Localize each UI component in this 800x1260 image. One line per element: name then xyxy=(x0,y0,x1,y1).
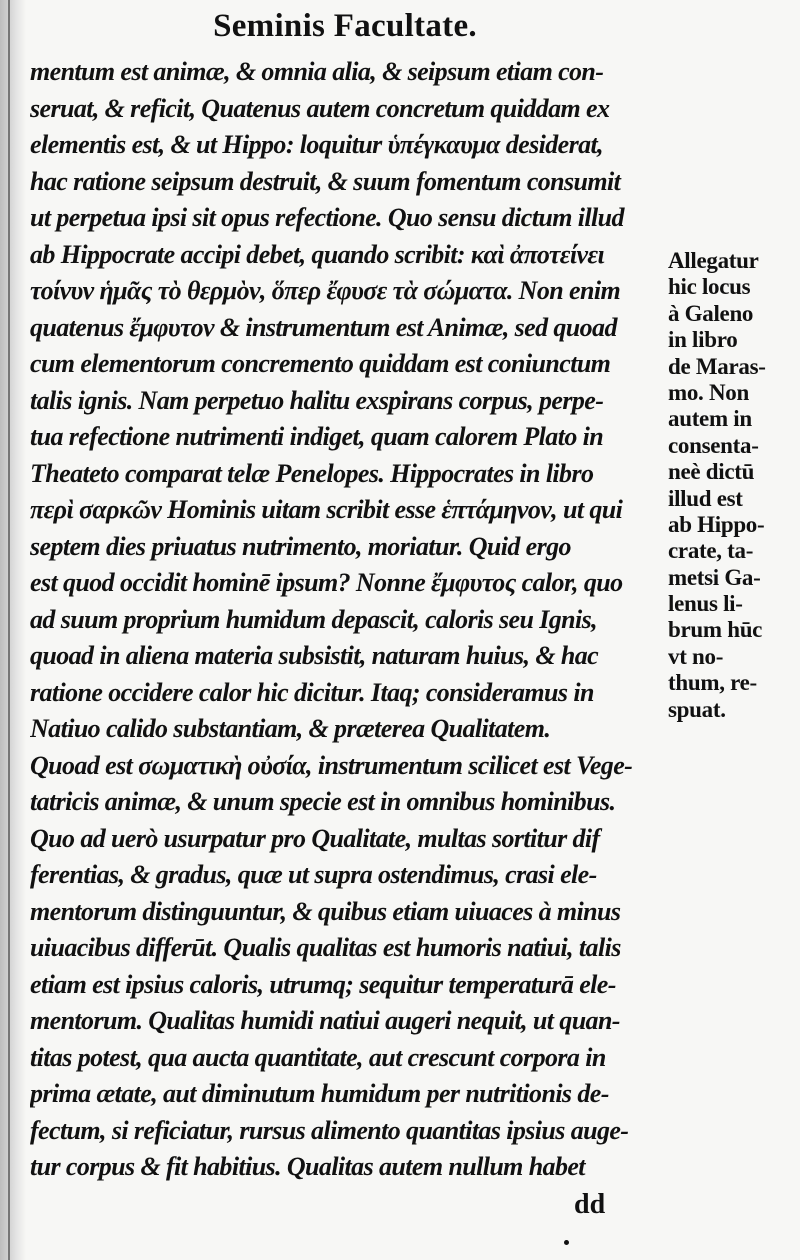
text-line: quatenus ἔμφυτον & instrumentum est Animæ, sed quoad xyxy=(30,312,617,342)
text-line: tur corpus & fit habitius. Qualitas autem nullum habet xyxy=(30,1152,585,1181)
running-head: Seminis Facultate. xyxy=(213,8,477,44)
margin-note-line: hic locus xyxy=(668,274,751,300)
text-line: prima ætate, aut diminutum humidum per nutritionis de- xyxy=(30,1079,609,1108)
text-line: fectum, si reficiatur, rursus alimento quantitas ipsius auge- xyxy=(30,1115,629,1145)
text-line: hac ratione seipsum destruit, & suum fomentum consumit xyxy=(30,166,621,196)
margin-note-line: consenta- xyxy=(668,432,759,458)
margin-note-line: vt no- xyxy=(668,643,724,669)
margin-note-line: metsi Ga- xyxy=(668,564,761,590)
text-line: septem dies priuatus nutrimento, moriatur. Quid ergo xyxy=(30,531,571,561)
margin-note-line: Allegatur xyxy=(668,248,759,273)
text-line: Quo ad uerò usurpatur pro Qualitate, multas sortitur dif xyxy=(30,823,600,853)
text-line: περὶ σαρκῶν Hominis uitam scribit esse ἑπτάμηνον, ut qui xyxy=(30,495,623,524)
text-line: quoad in aliena materia subsistit, naturam huius, & hac xyxy=(30,641,599,670)
margin-note-line: thum, re- xyxy=(668,670,757,696)
marginal-note xyxy=(668,248,798,723)
text-line: Quoad est σωματικὴ οὐσία, instrumentum scilicet est Vege- xyxy=(30,750,633,780)
text-line: τοίνυν ἡμᾶς τὸ θερμὸν, ὅπερ ἔφυσε τὰ σώματα. Non enim xyxy=(30,276,621,305)
text-line: mentorum distinguuntur, & quibus etiam uiuaces à minus xyxy=(30,896,621,926)
margin-note-line: ab Hippo- xyxy=(668,511,765,537)
ink-dot xyxy=(564,1240,569,1245)
text-line: seruat, & reficit, Quatenus autem concretum quiddam ex xyxy=(30,93,610,123)
text-line: est quod occidit hominē ipsum? Nonne ἔμφυτος calor, quo xyxy=(30,568,623,597)
text-line: tatricis animæ, & unum specie est in omnibus hominibus. xyxy=(30,787,616,816)
text-line: uiuacibus differūt. Qualis qualitas est humoris natiui, talis xyxy=(30,933,621,962)
text-line: cum elementorum concremento quiddam est coniunctum xyxy=(30,349,611,378)
text-line: Theateto comparat telæ Penelopes. Hippocrates in libro xyxy=(30,458,594,488)
text-line: elementis est, & ut Hippo: loquitur ὑπέγκαυμα desiderat, xyxy=(30,130,604,159)
margin-note-line: brum hūc xyxy=(668,617,763,643)
text-line: tua refectione nutrimenti indiget, quam calorem Plato in xyxy=(30,422,604,451)
text-line: talis ignis. Nam perpetuo halitu exspirans corpus, perpe- xyxy=(30,385,604,415)
text-line: ad suum proprium humidum depascit, caloris seu Ignis, xyxy=(30,604,598,634)
text-line: etiam est ipsius caloris, utrumq; sequitur temperaturā ele- xyxy=(30,969,616,999)
margin-note-line: à Galeno xyxy=(668,300,754,326)
margin-note-line: mo. Non xyxy=(668,379,749,405)
margin-note-line: de Maras- xyxy=(668,353,766,379)
margin-note-line: spuat. xyxy=(668,696,726,722)
margin-note-line: in libro xyxy=(668,327,738,353)
text-line: Natiuo calido substantiam, & præterea Qualitatem. xyxy=(30,714,551,743)
margin-note-line: crate, ta- xyxy=(668,538,754,564)
text-line: mentum est animæ, & omnia alia, & seipsum etiam con- xyxy=(30,57,604,86)
margin-note-line: neè dictū xyxy=(668,459,755,485)
signature-mark: dd xyxy=(574,1189,606,1220)
page-edge-line xyxy=(8,0,10,1260)
main-text-block xyxy=(30,54,670,1186)
margin-note-line: autem in xyxy=(668,406,752,432)
text-line: titas potest, qua aucta quantitate, aut crescunt corpora in xyxy=(30,1042,606,1072)
text-line: ratione occidere calor hic dicitur. Itaq; consideramus in xyxy=(30,677,594,707)
margin-note-line: lenus li- xyxy=(668,591,743,617)
text-line: mentorum. Qualitas humidi natiui augeri nequit, ut quan- xyxy=(30,1006,620,1035)
text-line: ab Hippocrate accipi debet, quando scribit: καὶ ἀποτείνει xyxy=(30,239,605,269)
text-line: ferentias, & gradus, quæ ut supra ostendimus, crasi ele- xyxy=(30,860,597,889)
margin-note-line: illud est xyxy=(668,485,743,511)
text-line: ut perpetua ipsi sit opus refectione. Quo sensu dictum illud xyxy=(30,203,624,232)
gutter-shadow xyxy=(0,0,26,1260)
